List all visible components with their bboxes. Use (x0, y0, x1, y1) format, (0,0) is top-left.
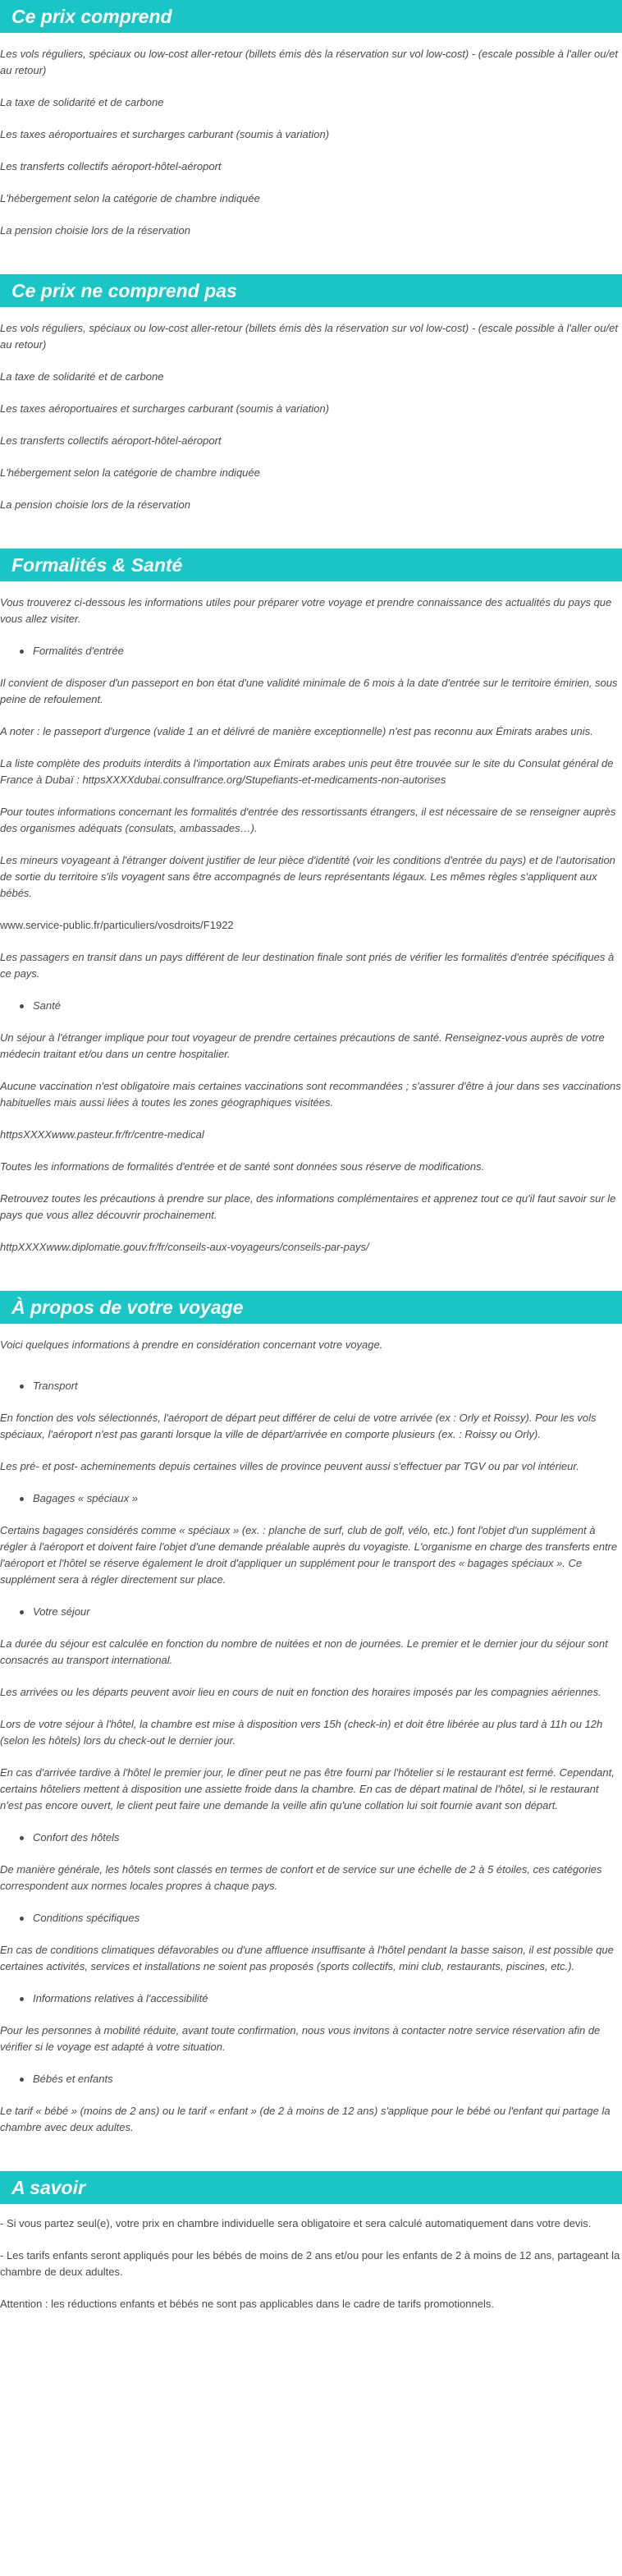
paragraph: En cas de conditions climatiques défavorables ou d'une affluence insuffisante à l'hôtel pendant la basse saison, il est possible que certaines activités, services et installations ne soient pas proposés (sports collectifs, mini club, restaurants, piscines, etc.). (0, 1944, 614, 1972)
formalities-content (0, 581, 622, 1291)
section-title-about-trip: À propos de votre voyage (0, 1291, 622, 1324)
bullet-entry-formalities: Formalités d'entrée (0, 643, 622, 659)
paragraph: - Si vous partez seul(e), votre prix en chambre individuelle sera obligatoire et sera calculé automatiquement dans votre devis. (0, 2217, 592, 2229)
section-title-price-includes: Ce prix comprend (0, 0, 622, 33)
bullet-specific-conditions: Conditions spécifiques (0, 1910, 622, 1926)
paragraph: Les pré- et post- acheminements depuis certaines villes de province peuvent aussi s'effectuer par TGV ou par vol intérieur. (0, 1460, 579, 1472)
section-price-includes (0, 0, 622, 274)
link-diplomatie[interactable]: httpXXXXwww.diplomatie.gouv.fr/fr/conseils-aux-voyageurs/conseils-par-pays/ (0, 1241, 369, 1253)
paragraph: A noter : le passeport d'urgence (valide 1 an et délivré de manière exceptionnelle) n'est pas reconnu aux Émirats arabes unis. (0, 725, 593, 737)
about-trip-intro: Voici quelques informations à prendre en considération concernant votre voyage. (0, 1339, 383, 1351)
bullet-your-stay: Votre séjour (0, 1604, 622, 1620)
bullet-accessibility: Informations relatives à l'accessibilité (0, 1991, 622, 2007)
link-pasteur[interactable]: httpsXXXXwww.pasteur.fr/fr/centre-medical (0, 1128, 204, 1141)
section-good-to-know (0, 2171, 622, 2348)
section-title-price-excludes: Ce prix ne comprend pas (0, 274, 622, 307)
price-includes-list (0, 33, 622, 274)
list-item: La pension choisie lors de la réservation (0, 498, 190, 511)
paragraph: Pour toutes informations concernant les formalités d'entrée des ressortissants étrangers, il est nécessaire de se renseigner auprès des organismes adéquats (consulats, ambassades…). (0, 806, 616, 834)
paragraph: Les passagers en transit dans un pays différent de leur destination finale sont priés de vérifier les formalités d'entrée spécifiques à ce pays. (0, 951, 615, 980)
paragraph: Les mineurs voyageant à l'étranger doivent justifier de leur pièce d'identité (voir les conditions d'entrée du pays) et de l'autorisation de sortie du territoire s'ils voyagent sans être accompagnés de leurs représentants légaux. Les mêmes règles s'appliquent aux bébés. (0, 854, 615, 899)
section-title-formalities: Formalités & Santé (0, 549, 622, 581)
formalities-intro: Vous trouverez ci-dessous les informations utiles pour préparer votre voyage et prendre connaissance des actualités du pays que vous allez visiter. (0, 596, 612, 625)
bullet-babies-children: Bébés et enfants (0, 2071, 622, 2087)
good-to-know-content (0, 2204, 622, 2348)
section-title-good-to-know: A savoir (0, 2171, 622, 2204)
section-formalities-health (0, 549, 622, 1291)
list-item: La taxe de solidarité et de carbone (0, 370, 164, 383)
section-about-trip (0, 1291, 622, 2171)
bullet-hotel-comfort: Confort des hôtels (0, 1830, 622, 1846)
list-item: L'hébergement selon la catégorie de chambre indiquée (0, 192, 260, 204)
paragraph: Aucune vaccination n'est obligatoire mais certaines vaccinations sont recommandées ; s'assurer d'être à jour dans ses vaccinations habituelles mais aussi liées à toutes les zones géographiques visitées. (0, 1080, 621, 1109)
list-item: Les vols réguliers, spéciaux ou low-cost aller-retour (billets émis dès la réservation sur vol low-cost) - (escale possible à l'aller ou/et au retour) (0, 322, 618, 351)
paragraph: - Les tarifs enfants seront appliqués pour les bébés de moins de 2 ans et/ou pour les enfants de 2 à moins de 12 ans, partageant la chambre de deux adultes. (0, 2249, 620, 2278)
paragraph: En cas d'arrivée tardive à l'hôtel le premier jour, le dîner peut ne pas être fourni par l'hôtelier si le restaurant est fermé. Cependant, certains hôteliers mettent à disposition une assiette froide dans la chambre. En cas de départ matinal de l'hôtel, si le restaurant n'est pas encore ouvert, le client peut faire une demande la veille afin qu'une collation lui soit fournie avant son départ. (0, 1766, 615, 1811)
paragraph: Les arrivées ou les départs peuvent avoir lieu en cours de nuit en fonction des horaires imposés par les compagnies aériennes. (0, 1686, 601, 1698)
paragraph: De manière générale, les hôtels sont classés en termes de confort et de service sur une échelle de 2 à 5 étoiles, ces catégories correspondent aux normes locales propres à chaque pays. (0, 1863, 602, 1892)
paragraph: Pour les personnes à mobilité réduite, avant toute confirmation, nous vous invitons à contacter notre service réservation afin de vérifier si le voyage est adapté à votre situation. (0, 2024, 601, 2053)
paragraph: Le tarif « bébé » (moins de 2 ans) ou le tarif « enfant » (de 2 à moins de 12 ans) s'applique pour le bébé ou l'enfant qui partage la chambre avec deux adultes. (0, 2105, 611, 2133)
link-service-public[interactable]: www.service-public.fr/particuliers/vosdroits/F1922 (0, 919, 234, 931)
price-excludes-list (0, 307, 622, 549)
section-price-excludes (0, 274, 622, 549)
paragraph: La liste complète des produits interdits à l'importation aux Émirats arabes unis peut être trouvée sur le site du Consulat général de France à Dubaï : httpsXXXXdubai.consulfrance.org/Stupefiants-et-medicaments-non-autorises (0, 757, 614, 786)
bullet-transport: Transport (0, 1378, 622, 1394)
paragraph: Attention : les réductions enfants et bébés ne sont pas applicables dans le cadre de tarifs promotionnels. (0, 2298, 494, 2310)
list-item: La pension choisie lors de la réservation (0, 224, 190, 236)
bullet-health: Santé (0, 998, 622, 1014)
list-item: Les transferts collectifs aéroport-hôtel-aéroport (0, 434, 222, 447)
paragraph: Il convient de disposer d'un passeport en bon état d'une validité minimale de 6 mois à la date d'entrée sur le territoire émirien, sous peine de refoulement. (0, 677, 618, 705)
list-item: Les taxes aéroportuaires et surcharges carburant (soumis à variation) (0, 128, 330, 140)
about-trip-content (0, 1324, 622, 2171)
paragraph: Certains bagages considérés comme « spéciaux » (ex. : planche de surf, club de golf, vélo, etc.) font l'objet d'un supplément à régler à l'aéroport et doivent faire l'objet d'une demande préalable auprès du voyagiste. L'organisme en charge des transferts entre l'aéroport et l'hôtel se réserve également le droit d'appliquer un supplément pour le transport des « bagages spéciaux ». Ce supplément sera à régler directement sur place. (0, 1524, 618, 1586)
paragraph: Toutes les informations de formalités d'entrée et de santé sont données sous réserve de modifications. (0, 1160, 485, 1173)
list-item: La taxe de solidarité et de carbone (0, 96, 164, 108)
paragraph: Lors de votre séjour à l'hôtel, la chambre est mise à disposition vers 15h (check-in) et doit être libérée au plus tard à 11h ou 12h (selon les hôtels) lors du check-out le dernier jour. (0, 1718, 603, 1747)
list-item: Les transferts collectifs aéroport-hôtel-aéroport (0, 160, 222, 172)
list-item: L'hébergement selon la catégorie de chambre indiquée (0, 466, 260, 479)
list-item: Les vols réguliers, spéciaux ou low-cost aller-retour (billets émis dès la réservation sur vol low-cost) - (escale possible à l'aller ou/et au retour) (0, 48, 618, 76)
bullet-special-baggage: Bagages « spéciaux » (0, 1490, 622, 1507)
paragraph: En fonction des vols sélectionnés, l'aéroport de départ peut différer de celui de votre arrivée (ex : Orly et Roissy). Pour les vols spéciaux, l'aéroport n'est pas garanti lorsque la ville de départ/arrivée en comporte plusieurs (ex. : Roissy ou Orly). (0, 1412, 597, 1440)
paragraph: La durée du séjour est calculée en fonction du nombre de nuitées et non de journées. Le premier et le dernier jour du séjour sont consacrés au transport international. (0, 1637, 608, 1666)
paragraph: Un séjour à l'étranger implique pour tout voyageur de prendre certaines précautions de santé. Renseignez-vous auprès de votre médecin traitant et/ou dans un centre hospitalier. (0, 1031, 605, 1060)
paragraph: Retrouvez toutes les précautions à prendre sur place, des informations complémentaires et apprenez tout ce qu'il faut savoir sur le pays que vous allez découvrir prochainement. (0, 1192, 616, 1221)
list-item: Les taxes aéroportuaires et surcharges carburant (soumis à variation) (0, 402, 330, 415)
